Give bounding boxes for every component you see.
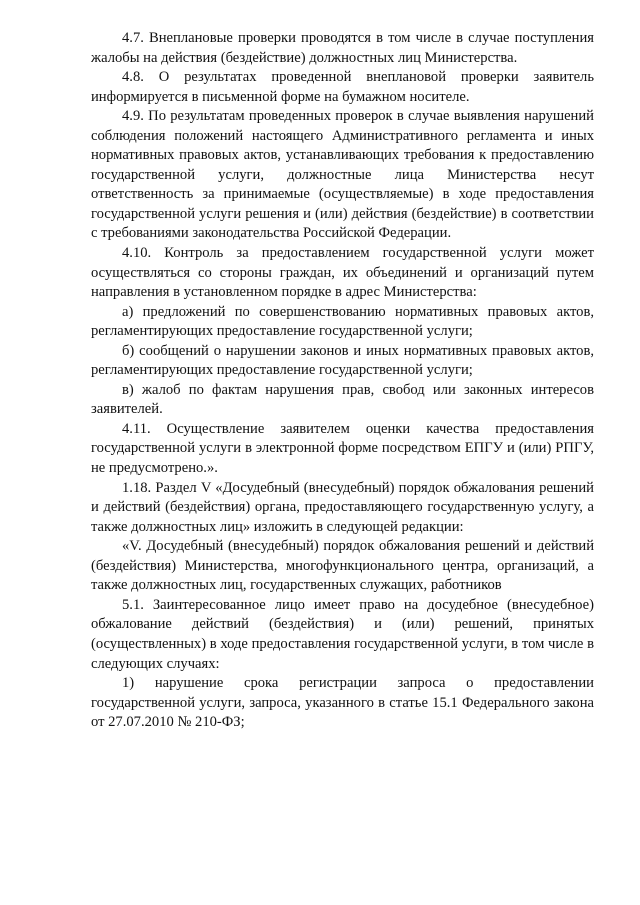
paragraph-4-7: 4.7. Внеплановые проверки проводятся в том числе в случае поступления жалобы на действия (бездействие) должностных лиц Министерства. <box>91 30 594 66</box>
paragraph-1-18: 1.18. Раздел V «Досудебный (внесудебный) порядок обжалования решений и действий (бездействия) органа, предоставляющего государственную услугу, а также должностных лиц» изложить в следующей редакции: <box>91 479 594 535</box>
paragraph-4-11: 4.11. Осуществление заявителем оценки качества предоставления государственной услуги в электронной форме посредством ЕПГУ и (или) РПГУ, не предусмотрено.». <box>91 420 594 477</box>
list-item-v: в) жалоб по фактам нарушения прав, свобод или законных интересов заявителей. <box>91 381 594 418</box>
document-body <box>91 29 594 733</box>
paragraph-5-1: 5.1. Заинтересованное лицо имеет право на досудебное (внесудебное) обжалование действий (бездействия) и (или) решений, принятых (осуществленных) в ходе предоставления государственной услуги, в том числе в следующих случаях: <box>91 596 594 672</box>
paragraph-4-9: 4.9. По результатам проведенных проверок в случае выявления нарушений соблюдения положений настоящего Административного регламента и иных нормативных правовых актов, устанавливающих требования к предоставлению государственной услуги, должностные лица Министерства несут ответственность за принимаемые (осуществляемые) в ходе предоставления государственной услуги решения и (или) действия (бездействие) в соответствии с требованиями законодательства Российской Федерации. <box>91 108 594 242</box>
list-item-1: 1) нарушение срока регистрации запроса о предоставлении государственной услуги, запроса, указанного в статье 15.1 Федерального закона от 27.07.2010 № 210-ФЗ; <box>91 675 594 731</box>
list-item-b: б) сообщений о нарушении законов и иных нормативных правовых актов, регламентирующих предоставление государственной услуги; <box>91 342 594 379</box>
section-v-heading: «V. Досудебный (внесудебный) порядок обжалования решений и действий (бездействия) Министерства, многофункционального центра, организаций, а также должностных лиц, государственных служащих, работников <box>91 538 594 594</box>
paragraph-4-8: 4.8. О результатах проведенной внеплановой проверки заявитель информируется в письменной форме на бумажном носителе. <box>91 69 594 105</box>
paragraph-4-10: 4.10. Контроль за предоставлением государственной услуги может осуществляться со стороны граждан, их объединений и организаций путем направления в установленном порядке в адрес Министерства: <box>91 245 594 301</box>
list-item-a: а) предложений по совершенствованию нормативных правовых актов, регламентирующих предоставление государственной услуги; <box>91 303 594 340</box>
